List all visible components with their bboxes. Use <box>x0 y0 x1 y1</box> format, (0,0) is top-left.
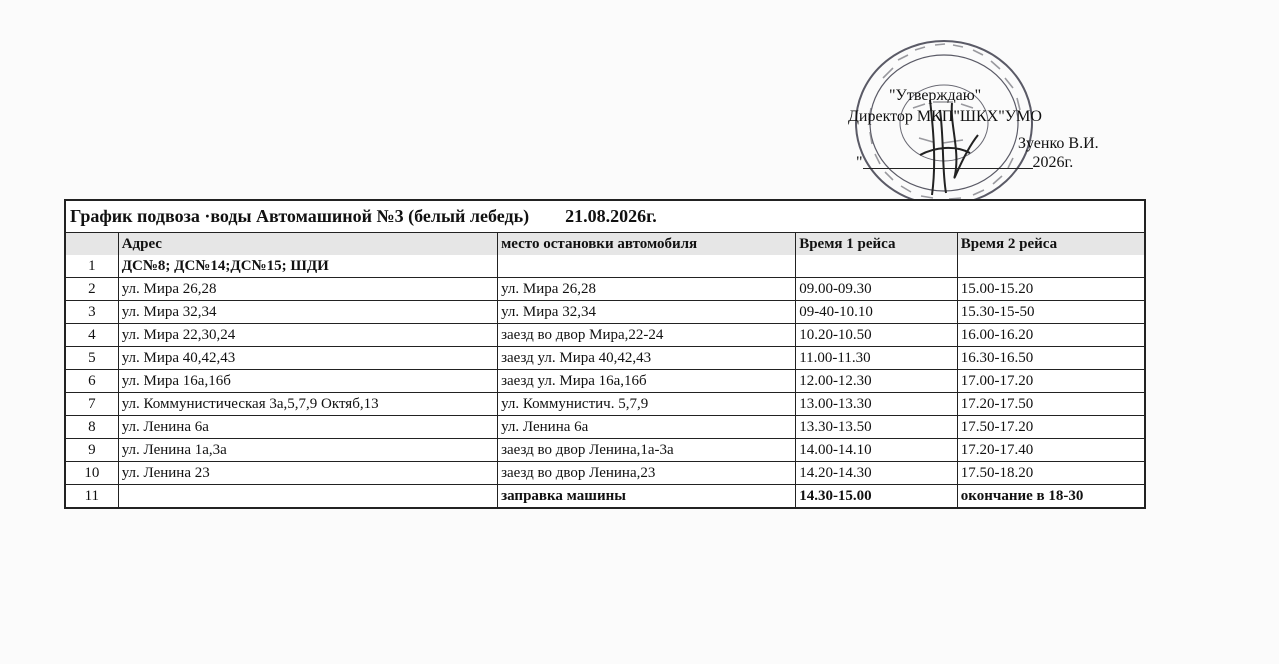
trip2-cell: 16.30-16.50 <box>957 347 1144 370</box>
director-name: Зуенко В.И. <box>1018 135 1099 152</box>
row-number: 6 <box>66 370 118 393</box>
stop-cell: заправка машины <box>498 485 796 508</box>
row-number: 1 <box>66 255 118 278</box>
stop-cell: заезд во двор Ленина,1а-3а <box>498 439 796 462</box>
table-row <box>66 462 1144 485</box>
date-prefix: " <box>856 154 863 171</box>
trip2-cell: 17.20-17.50 <box>957 393 1144 416</box>
trip1-cell: 14.20-14.30 <box>796 462 958 485</box>
stop-cell: заезд ул. Мира 40,42,43 <box>498 347 796 370</box>
row-number: 8 <box>66 416 118 439</box>
trip2-cell: 15.00-15.20 <box>957 278 1144 301</box>
schedule-date: 21.08.2026г. <box>565 206 657 226</box>
address-cell: ул. Мира 40,42,43 <box>118 347 497 370</box>
row-number: 3 <box>66 301 118 324</box>
table-row <box>66 278 1144 301</box>
trip2-cell: 15.30-15-50 <box>957 301 1144 324</box>
date-year: 2026г. <box>1032 154 1074 171</box>
row-number: 11 <box>66 485 118 508</box>
trip1-cell: 12.00-12.30 <box>796 370 958 393</box>
stop-cell: ул. Мира 26,28 <box>498 278 796 301</box>
address-cell: ул. Мира 26,28 <box>118 278 497 301</box>
trip1-cell: 10.20-10.50 <box>796 324 958 347</box>
date-blank <box>863 154 1033 169</box>
trip2-cell: 17.50-18.20 <box>957 462 1144 485</box>
row-number: 7 <box>66 393 118 416</box>
trip1-cell: 09-40-10.10 <box>796 301 958 324</box>
table-row <box>66 439 1144 462</box>
address-cell: ул. Мира 32,34 <box>118 301 497 324</box>
schedule-title-row <box>66 201 1144 233</box>
address-cell: ул. Коммунистическая 3а,5,7,9 Октяб,13 <box>118 393 497 416</box>
schedule-table <box>64 199 1146 509</box>
table-row <box>66 255 1144 278</box>
approval-title: "Утверждаю" <box>889 87 982 104</box>
approval-date <box>856 154 1073 172</box>
stop-cell: ул. Коммунистич. 5,7,9 <box>498 393 796 416</box>
address-cell: ул. Ленина 1а,3а <box>118 439 497 462</box>
stop-cell: заезд во двор Ленина,23 <box>498 462 796 485</box>
trip2-cell: 16.00-16.20 <box>957 324 1144 347</box>
address-cell: ул. Мира 16а,16б <box>118 370 497 393</box>
stop-cell <box>498 255 796 278</box>
approval-block <box>0 0 1279 200</box>
stop-cell: ул. Ленина 6а <box>498 416 796 439</box>
director-position: Директор МКП"ШКХ"УМО <box>848 108 1042 125</box>
schedule-grid <box>66 233 1144 507</box>
table-row <box>66 301 1144 324</box>
address-cell: ул. Мира 22,30,24 <box>118 324 497 347</box>
address-cell <box>118 485 497 508</box>
table-row <box>66 347 1144 370</box>
table-row <box>66 393 1144 416</box>
address-cell: ул. Ленина 23 <box>118 462 497 485</box>
trip2-cell: 17.00-17.20 <box>957 370 1144 393</box>
table-row <box>66 485 1144 508</box>
trip1-cell: 11.00-11.30 <box>796 347 958 370</box>
row-number: 9 <box>66 439 118 462</box>
header-trip2: Время 2 рейса <box>957 233 1144 255</box>
header-trip1: Время 1 рейса <box>796 233 958 255</box>
stop-cell: заезд ул. Мира 16а,16б <box>498 370 796 393</box>
trip1-cell <box>796 255 958 278</box>
trip2-cell: окончание в 18-30 <box>957 485 1144 508</box>
stop-cell: ул. Мира 32,34 <box>498 301 796 324</box>
row-number: 10 <box>66 462 118 485</box>
trip1-cell: 14.30-15.00 <box>796 485 958 508</box>
trip1-cell: 13.30-13.50 <box>796 416 958 439</box>
trip1-cell: 13.00-13.30 <box>796 393 958 416</box>
header-row <box>66 233 1144 255</box>
trip1-cell: 14.00-14.10 <box>796 439 958 462</box>
table-row <box>66 324 1144 347</box>
table-row <box>66 370 1144 393</box>
trip1-cell: 09.00-09.30 <box>796 278 958 301</box>
row-number: 5 <box>66 347 118 370</box>
header-num <box>66 233 118 255</box>
trip2-cell <box>957 255 1144 278</box>
trip2-cell: 17.20-17.40 <box>957 439 1144 462</box>
address-cell: ул. Ленина 6а <box>118 416 497 439</box>
schedule-title: График подвоза ·воды Автомашиной №3 (белый лебедь) <box>70 206 530 226</box>
header-stop: место остановки автомобиля <box>498 233 796 255</box>
address-cell: ДС№8; ДС№14;ДС№15; ШДИ <box>118 255 497 278</box>
header-address: Адрес <box>118 233 497 255</box>
trip2-cell: 17.50-17.20 <box>957 416 1144 439</box>
row-number: 2 <box>66 278 118 301</box>
row-number: 4 <box>66 324 118 347</box>
stop-cell: заезд во двор Мира,22-24 <box>498 324 796 347</box>
table-row <box>66 416 1144 439</box>
